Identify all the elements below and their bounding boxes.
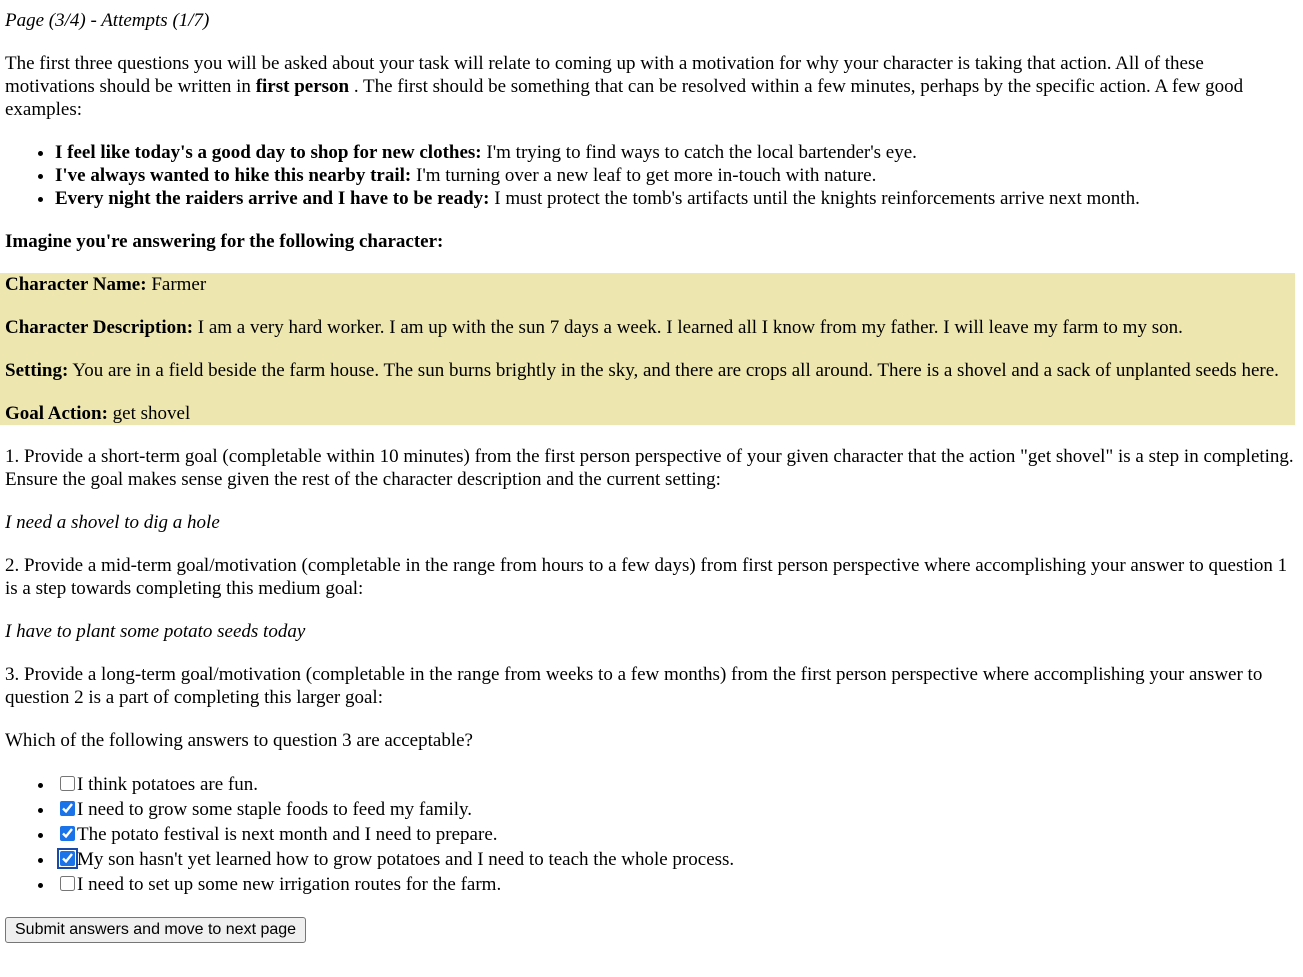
choice-checkbox-5[interactable]	[60, 876, 75, 891]
character-goal-action	[5, 402, 1295, 425]
choice-checkbox-2[interactable]	[60, 801, 75, 816]
examples-list	[5, 141, 1295, 210]
choice-label: My son hasn't yet learned how to grow potatoes and I need to teach the whole process.	[77, 849, 735, 870]
choice-item	[55, 772, 1295, 797]
goal-action-value: get shovel	[107, 403, 191, 424]
imagine-heading: Imagine you're answering for the following character:	[5, 231, 444, 252]
character-name-value: Farmer	[146, 274, 207, 295]
answer-1: I need a shovel to dig a hole	[5, 512, 220, 533]
character-box	[0, 273, 1295, 425]
choice-label: I need to grow some staple foods to feed my family.	[77, 799, 473, 820]
choice-item	[55, 872, 1295, 897]
intro-bold: first person	[255, 76, 350, 97]
choice-label: The potato festival is next month and I need to prepare.	[77, 824, 498, 845]
example-item	[55, 187, 1295, 210]
character-description	[5, 316, 1295, 339]
intro-text-1: The first three questions you will be asked about your task will relate to coming up with a motivation for why your character is taking that action. All of these motivations should be written in	[5, 53, 1204, 97]
intro-paragraph	[5, 52, 1295, 121]
choice-checkbox-3[interactable]	[60, 826, 75, 841]
submit-button[interactable]: Submit answers and move to next page	[5, 917, 306, 943]
question-2: 2. Provide a mid-term goal/motivation (completable in the range from hours to a few days) from first person perspective where accomplishing your answer to question 1 is a step towards completing this medium goal:	[5, 555, 1288, 599]
answer-choices	[5, 772, 1295, 897]
choice-label: I think potatoes are fun.	[77, 774, 258, 795]
character-name-label: Character Name:	[5, 274, 147, 295]
choice-checkbox-4[interactable]	[60, 851, 75, 866]
question-3: 3. Provide a long-term goal/motivation (completable in the range from weeks to a few months) from the first person perspective where accomplishing your answer to question 2 is a part of completing this larger goal:	[5, 664, 1263, 708]
character-name	[5, 273, 1295, 296]
example-item	[55, 164, 1295, 187]
choice-label: I need to set up some new irrigation routes for the farm.	[77, 874, 502, 895]
example-bold: I feel like today's a good day to shop for new clothes:	[55, 142, 482, 163]
example-text: I'm trying to find ways to catch the local bartender's eye.	[481, 142, 917, 163]
question-1: 1. Provide a short-term goal (completable within 10 minutes) from the first person perspective of your given character that the action "get shovel" is a step in completing. Ensure the goal makes sense given the rest of the character description and the current setting:	[5, 446, 1294, 490]
character-setting	[5, 359, 1295, 382]
example-bold: I've always wanted to hike this nearby trail:	[55, 165, 412, 186]
example-item	[55, 141, 1295, 164]
character-description-value: I am a very hard worker. I am up with the sun 7 days a week. I learned all I know from my father. I will leave my farm to my son.	[193, 317, 1183, 338]
answer-2: I have to plant some potato seeds today	[5, 621, 306, 642]
character-setting-label: Setting:	[5, 360, 69, 381]
character-description-label: Character Description:	[5, 317, 194, 338]
goal-action-label: Goal Action:	[5, 403, 108, 424]
choice-item	[55, 797, 1295, 822]
page-status: Page (3/4) - Attempts (1/7)	[5, 10, 210, 31]
example-text: I must protect the tomb's artifacts until the knights reinforcements arrive next month.	[489, 188, 1140, 209]
example-bold: Every night the raiders arrive and I have to be ready:	[55, 188, 490, 209]
example-text: I'm turning over a new leaf to get more in-touch with nature.	[411, 165, 877, 186]
intro-text-2: . The first should be something that can be resolved within a few minutes, perhaps by the specific action. A few good examples:	[5, 76, 1244, 120]
which-acceptable-prompt: Which of the following answers to question 3 are acceptable?	[5, 730, 473, 751]
choice-checkbox-1[interactable]	[60, 776, 75, 791]
choice-item	[55, 847, 1295, 872]
character-setting-value: You are in a field beside the farm house. The sun burns brightly in the sky, and there are crops all around. There is a shovel and a sack of unplanted seeds here.	[68, 360, 1279, 381]
choice-item	[55, 822, 1295, 847]
